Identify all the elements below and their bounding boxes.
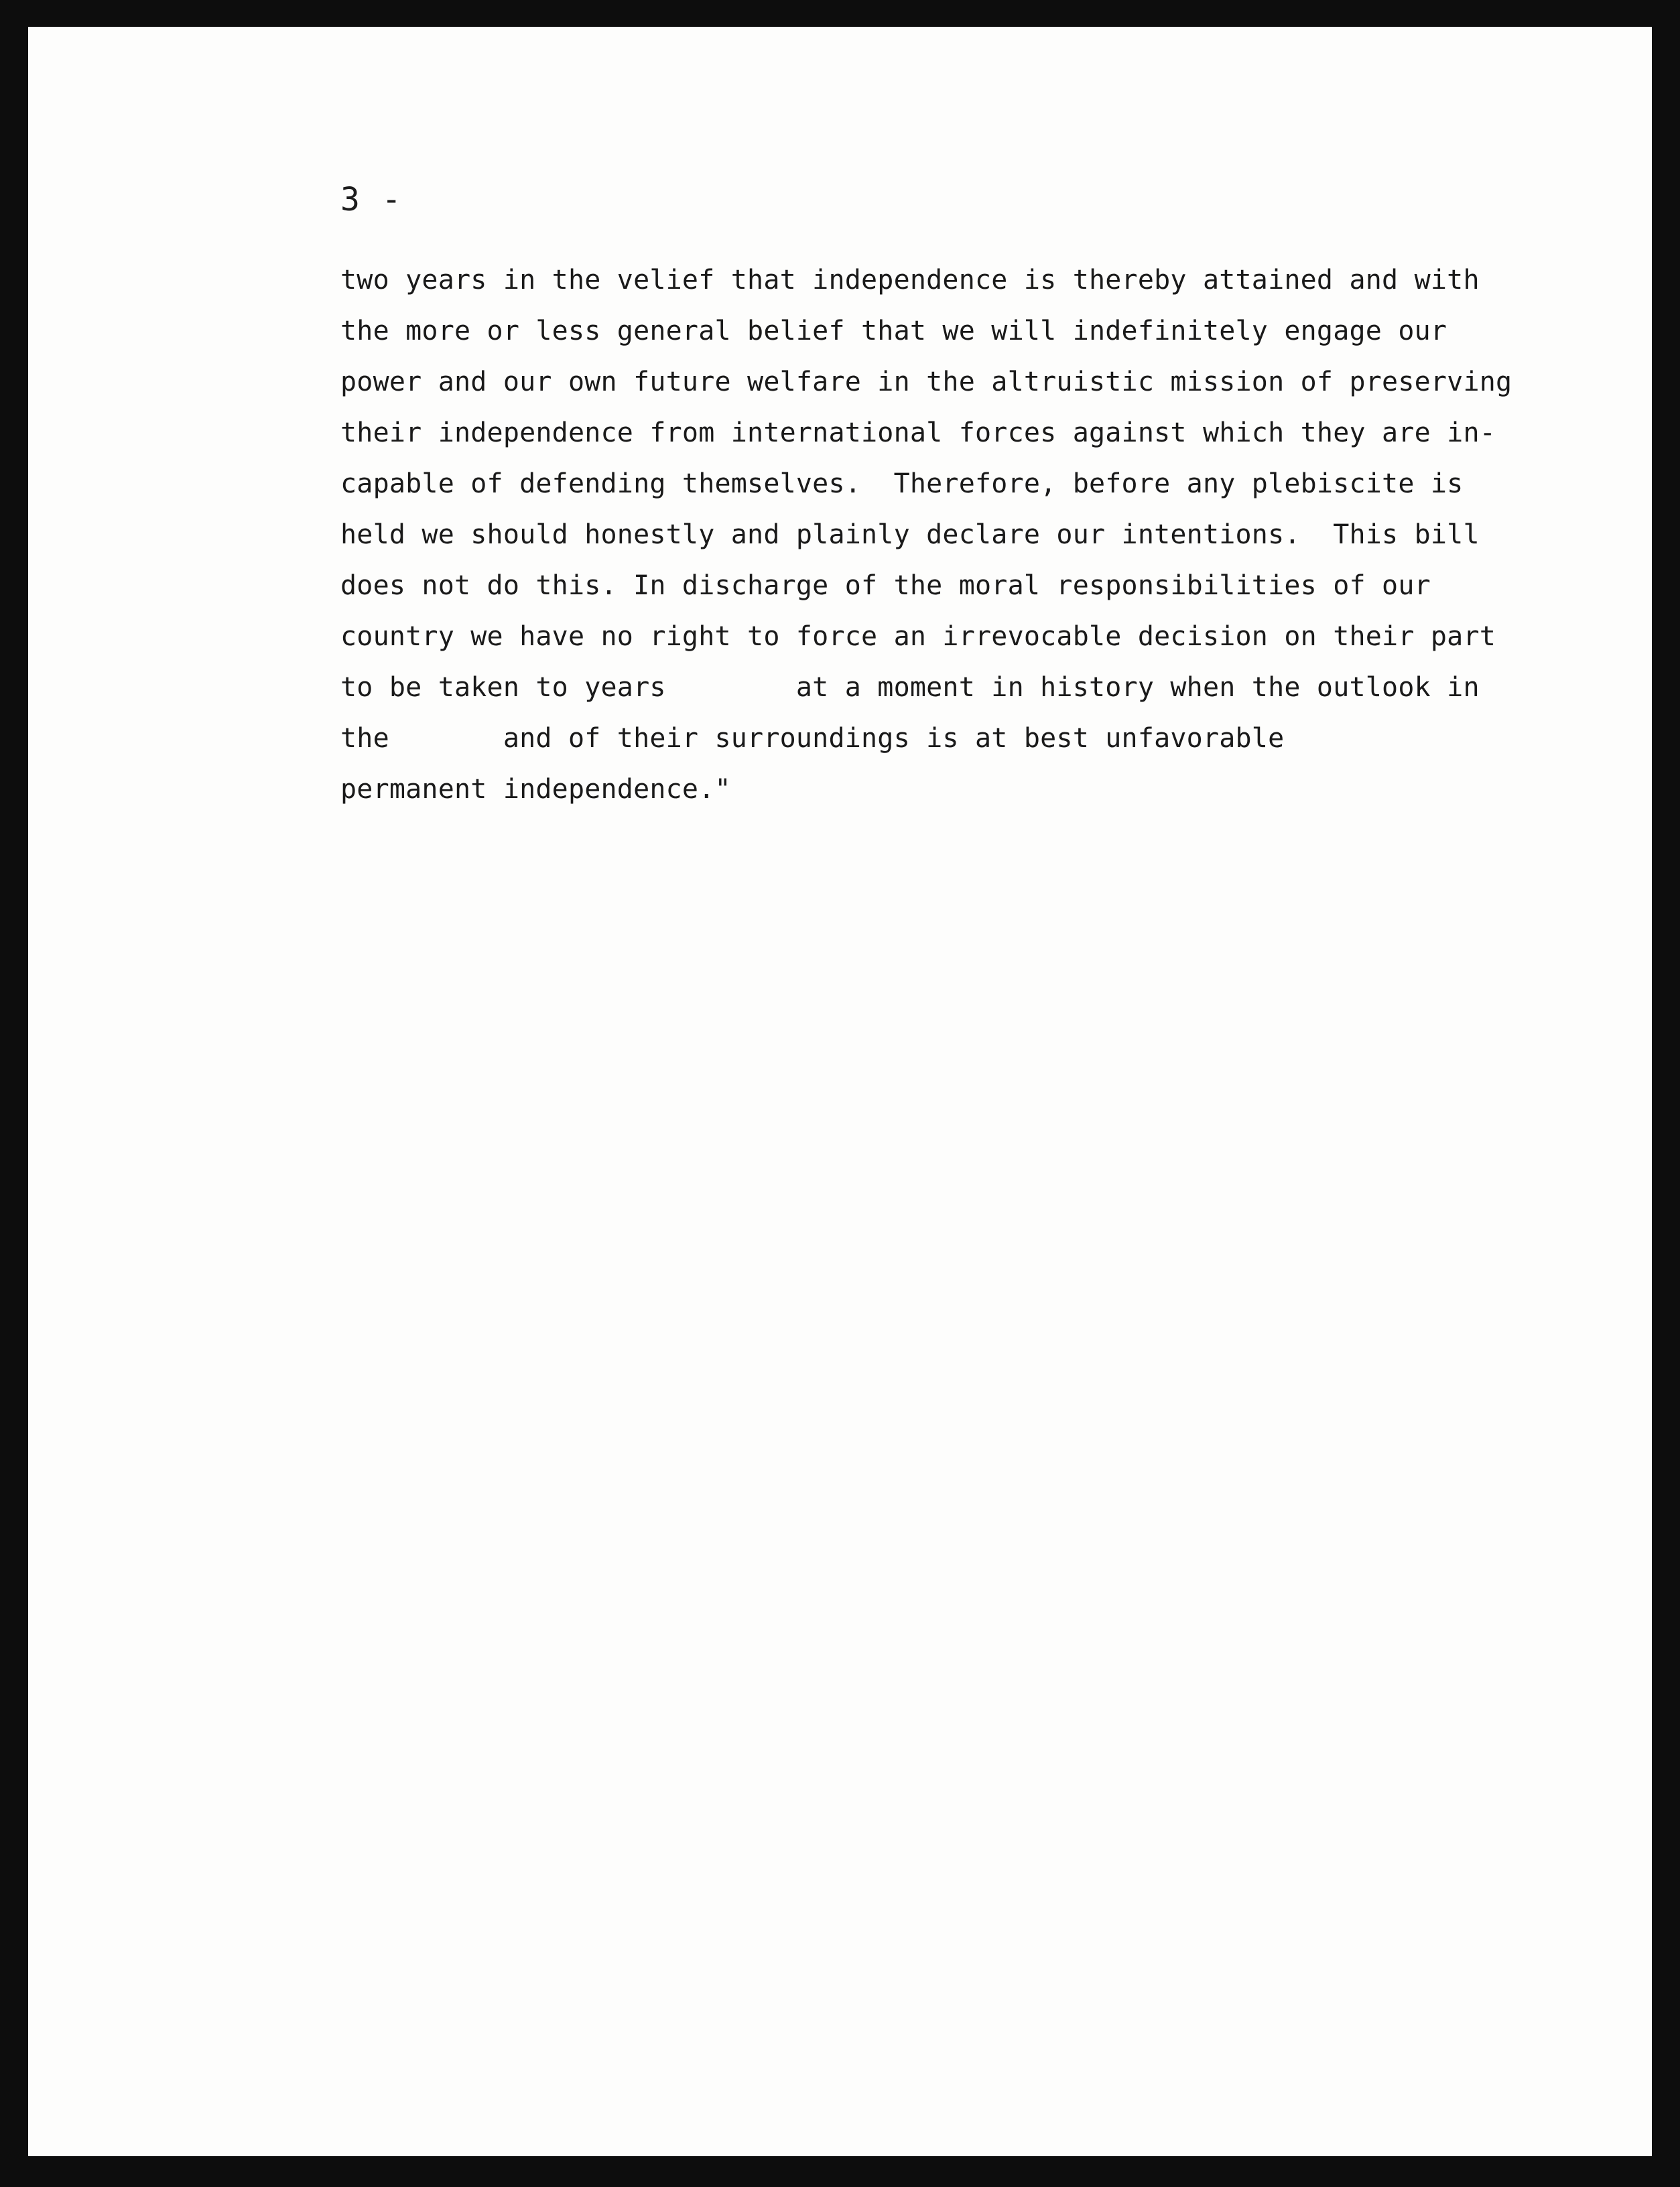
text-line-2: the more or less general belief that we will indefinitely engage our <box>340 316 1447 346</box>
text-line-7: does not do this. In discharge of the moral responsibilities of our <box>340 570 1431 601</box>
text-line-4: their independence from international forces against which they are in- <box>340 417 1496 448</box>
text-line-1: two years in the velief that independence is thereby attained and with <box>340 265 1480 295</box>
text-line-3: power and our own future welfare in the altruistic mission of preserving <box>340 367 1512 397</box>
text-line-11: permanent independence." <box>340 774 731 805</box>
page-number: 3 - <box>340 181 403 218</box>
text-line-10: the and of their surroundings is at best unfavorable <box>340 723 1285 754</box>
body-text <box>340 255 1600 815</box>
text-line-8: country we have no right to force an irrevocable decision on their part <box>340 621 1496 652</box>
document-page <box>28 27 1652 2156</box>
text-line-6: held we should honestly and plainly declare our intentions. This bill <box>340 519 1480 550</box>
text-line-5: capable of defending themselves. Therefore, before any plebiscite is <box>340 468 1464 499</box>
text-line-9: to be taken to years at a moment in history when the outlook in <box>340 672 1480 703</box>
